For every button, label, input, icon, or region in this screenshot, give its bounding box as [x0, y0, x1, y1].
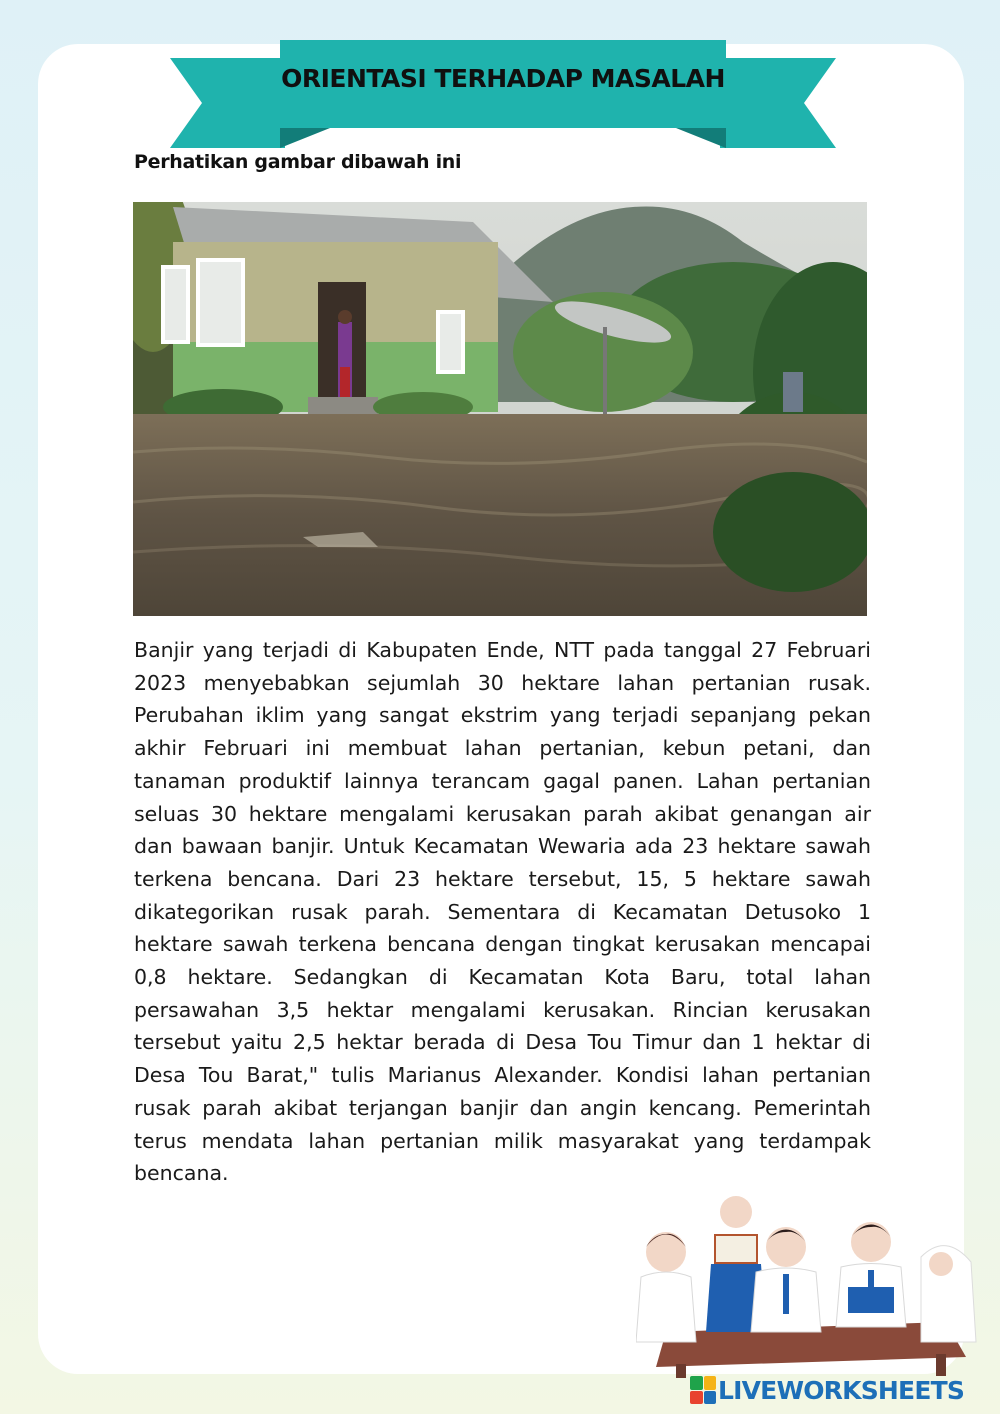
banner-title: ORIENTASI TERHADAP MASALAH — [281, 64, 725, 93]
photo-illustration — [133, 202, 867, 616]
liveworksheets-logo-text: LIVEWORKSHEETS — [718, 1375, 965, 1405]
ribbon-shape — [170, 38, 836, 152]
article-paragraph: Banjir yang terjadi di Kabupaten Ende, NTT pada tanggal 27 Februari 2023 menyebabkan sejumlah 30 hektare lahan pertanian rusak. Perubahan iklim yang sangat ekstrim yang terjadi sepanjang pekan akhir Februari ini membuat lahan pertanian, kebun petani, dan tanaman produktif lainnya terancam gagal panen. Lahan pertanian seluas 30 hektare mengalami kerusakan parah akibat genangan air dan bawaan banjir. Untuk Kecamatan Wewaria ada 23 hektare sawah terkena bencana. Dari 23 hektare tersebut, 15, 5 hektare sawah dikategorikan rusak parah. Sementara di Kecamatan Detusoko 1 hektare sawah terkena bencana dengan tingkat kerusakan mencapai 0,8 hektare. Sedangkan di Kecamatan Kota Baru, total lahan persawahan 3,5 hektar mengalami kerusakan. Rincian kerusakan tersebut yaitu 2,5 hektar berada di Desa Tou Timur dan 1 hektar di Desa Tou Barat," tulis Marianus Alexander. Kondisi lahan pertanian rusak parah akibat terjangan banjir dan angin kencang. Pemerintah terus mendata lahan pertanian milik masyarakat yang terdampak bencana. — [134, 638, 871, 1186]
title-banner — [170, 38, 836, 152]
students-reading-illustration — [636, 1192, 980, 1378]
instruction-text: Perhatikan gambar dibawah ini — [134, 151, 462, 173]
liveworksheets-logo-icon — [690, 1376, 716, 1404]
flooded-house-photo — [133, 202, 867, 616]
liveworksheets-logo[interactable] — [690, 1372, 964, 1408]
students-illustration — [636, 1192, 980, 1378]
